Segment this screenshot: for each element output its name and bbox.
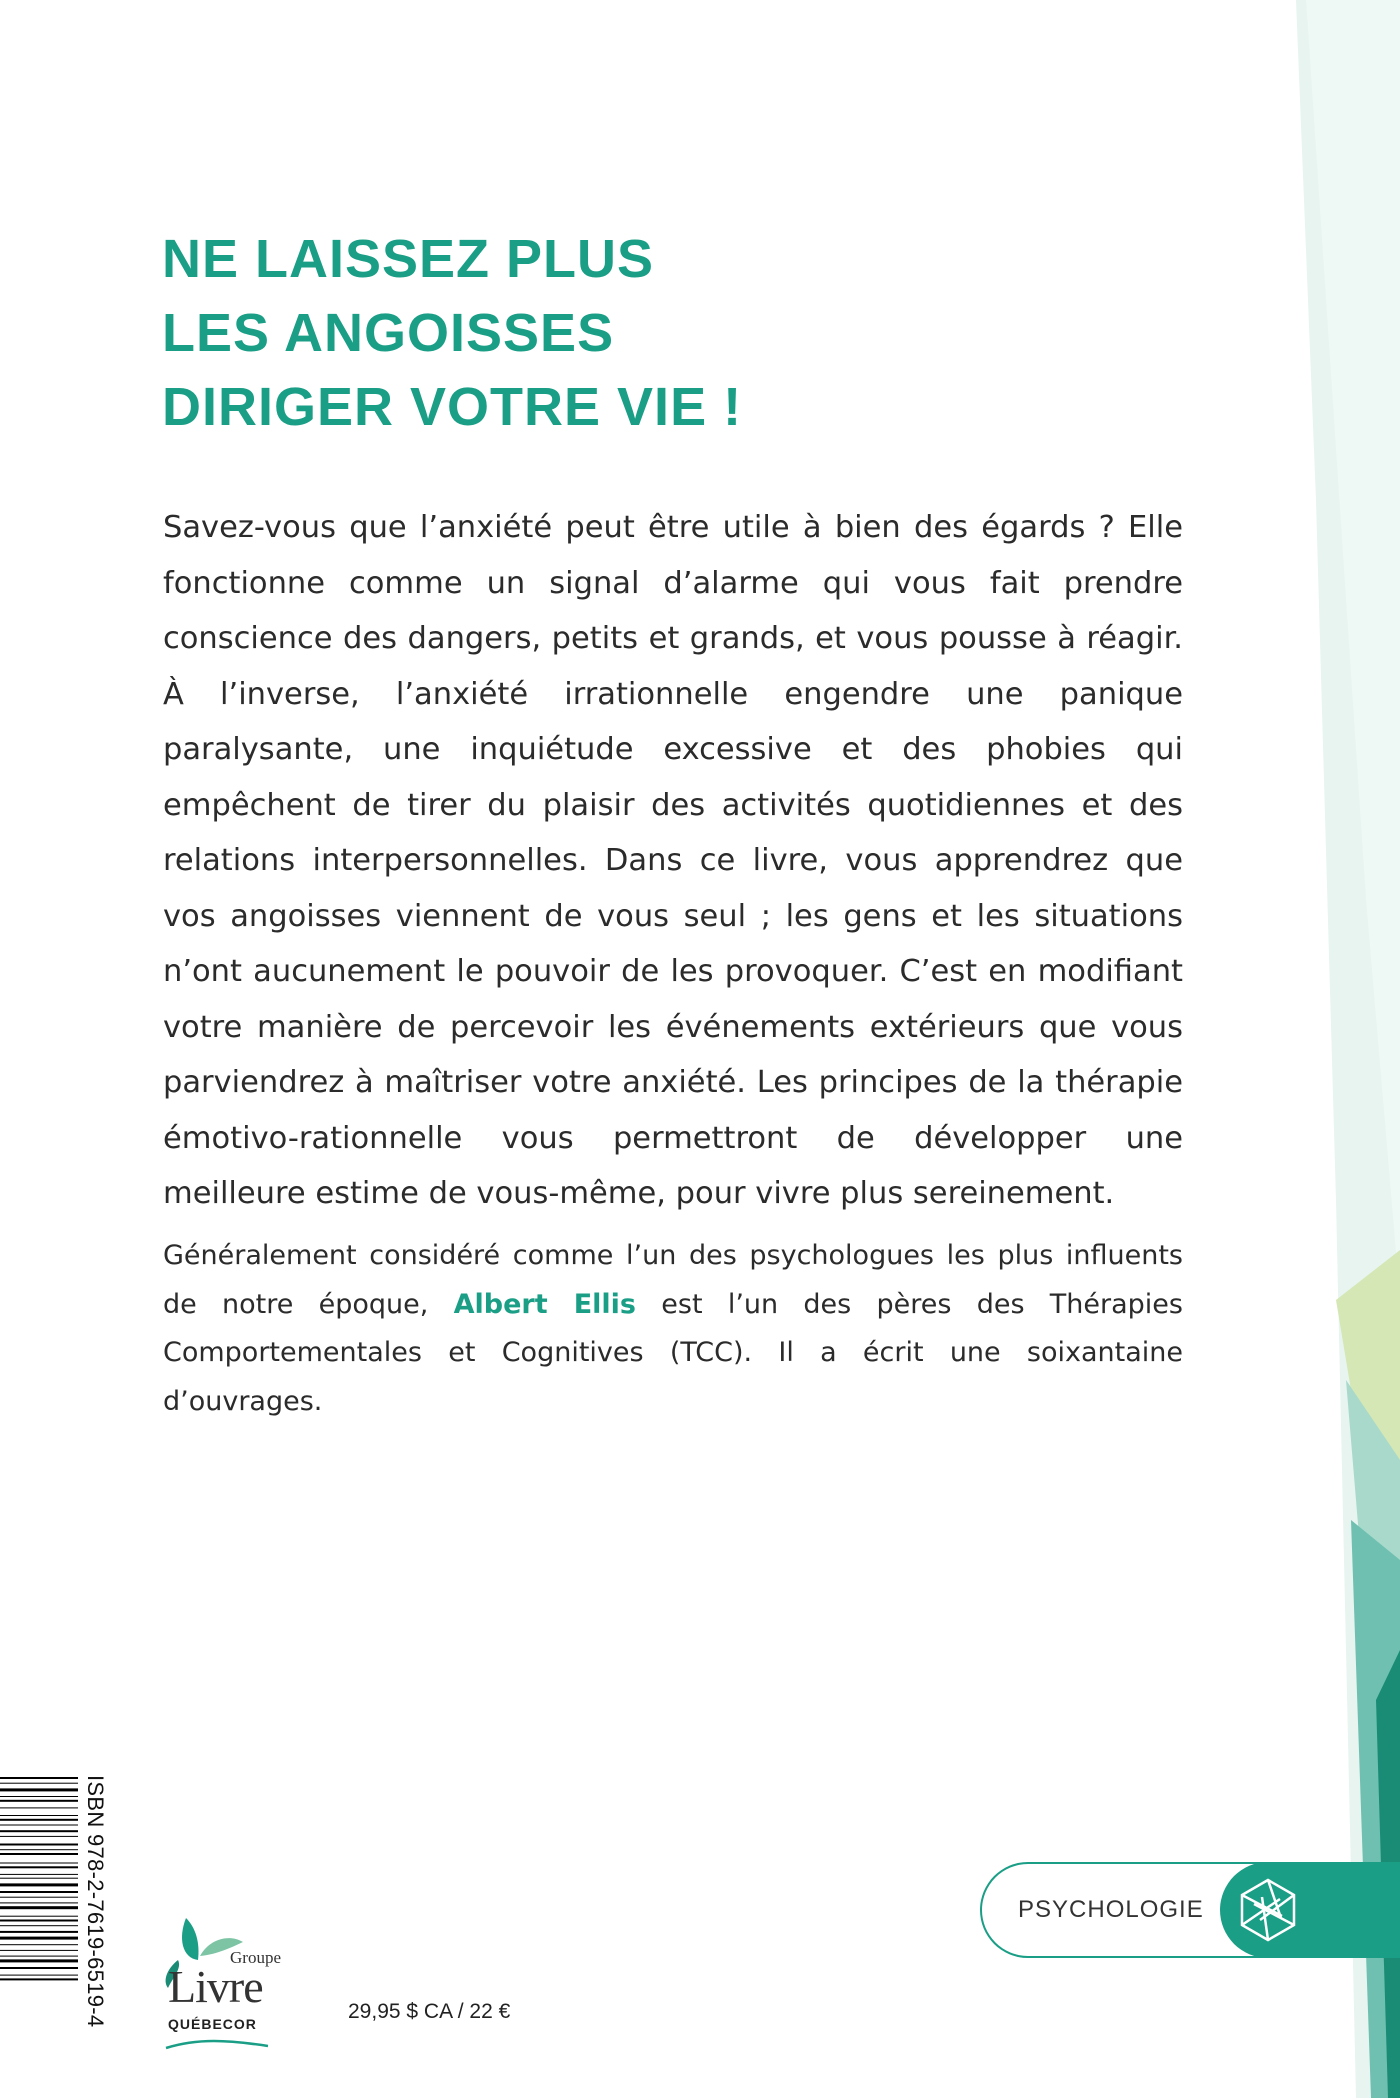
- barcode-bar: [0, 1853, 78, 1855]
- spine-decoration: [1296, 0, 1400, 2098]
- barcode-bar: [0, 1783, 78, 1784]
- publisher-groupe: Groupe: [230, 1948, 281, 1967]
- barcode-bar: [0, 1925, 78, 1926]
- price: 29,95 $ CA / 22 €: [348, 2000, 511, 2023]
- barcode-bar: [0, 1815, 78, 1816]
- barcode-bar: [0, 1874, 78, 1875]
- headline-line-3: DIRIGER VOTRE VIE !: [162, 377, 743, 437]
- barcode-bar: [0, 1883, 78, 1886]
- barcode-bar: [0, 1897, 78, 1898]
- barcode-bar: [0, 1959, 78, 1962]
- barcode-bar: [0, 1796, 78, 1797]
- barcode-bar: [0, 1830, 78, 1832]
- barcode-bar: [0, 1825, 78, 1826]
- barcode-bar: [0, 1967, 78, 1969]
- barcode-bar: [0, 1866, 78, 1868]
- barcode-bar: [0, 1920, 78, 1922]
- barcode-bar: [0, 1807, 78, 1808]
- barcode-bar: [0, 1800, 78, 1802]
- barcode-bar: [0, 1849, 78, 1850]
- category-badge: [980, 1862, 1400, 1958]
- isbn-text: ISBN 978-2-7619-6519-4: [83, 1775, 108, 2028]
- barcode-bar: [0, 1891, 78, 1893]
- barcode-bar: [0, 1777, 78, 1779]
- isbn-number: [82, 1775, 110, 2080]
- barcode: [0, 1775, 78, 2080]
- barcode-bar: [0, 1956, 78, 1957]
- publisher-quebecor: QUÉBECOR: [168, 2016, 257, 2032]
- barcode-bar: [0, 1844, 78, 1846]
- aperture-icon: [1220, 1862, 1400, 1958]
- author-bio: [163, 1232, 1183, 1426]
- barcode-bar: [0, 1836, 78, 1837]
- category-label: PSYCHOLOGIE: [1018, 1896, 1204, 1923]
- headline-line-1: NE LAISSEZ PLUS: [162, 229, 655, 289]
- publisher-logo: [148, 1898, 298, 2058]
- headline: [162, 222, 742, 444]
- barcode-bar: [0, 1931, 78, 1933]
- headline-line-2: LES ANGOISSES: [162, 303, 615, 363]
- barcode-bar: [0, 1937, 78, 1940]
- author-name: Albert Ellis: [453, 1288, 637, 1320]
- barcode-bar: [0, 1878, 78, 1879]
- barcode-bar: [0, 1788, 78, 1791]
- barcode-bar: [0, 1978, 78, 1980]
- barcode-bar: [0, 1916, 78, 1917]
- barcode-bar: [0, 1902, 78, 1903]
- publisher-livre: Livre: [168, 1961, 263, 2012]
- barcode-bar: [0, 1906, 78, 1909]
- barcode-bar: [0, 1944, 78, 1945]
- bio-intro: Généralement considéré comme l’un des psychologues les plus influents de notre époque,: [163, 1240, 1183, 1320]
- barcode-bar: [0, 1950, 78, 1951]
- description-paragraph: Savez-vous que l’anxiété peut être utile à bien des égards ? Elle fonctionne comme un signal d’alarme qui vous fait prendre conscience des dangers, petits et grands, et vous pousse à réagir. À l’inverse, l’anxiété irrationnelle engendre une panique paralysante, une inquiétude excessive et des phobies qui empêchent de tirer du plaisir des activités quotidiennes et des relations interpersonnelles. Dans ce livre, vous apprendrez que vos angoisses viennent de vous seul ; les gens et les situations n’ont aucunement le pouvoir de les provoquer. C’est en modifiant votre manière de percevoir les événements extérieurs que vous parviendrez à maîtriser votre anxiété. Les principes de la thérapie émotivo-rationnelle vous permettront de développer une meilleure estime de vous-même, pour vivre plus sereinement.: [163, 510, 1183, 1211]
- bio-rest: est l’un des pères des Thérapies Comportementales et Cognitives (TCC). Il a écrit une soixantaine d’ouvrages.: [163, 1288, 1183, 1417]
- barcode-bar: [0, 1975, 78, 1976]
- barcode-bar: [0, 1863, 78, 1864]
- barcode-bar: [0, 1819, 78, 1821]
